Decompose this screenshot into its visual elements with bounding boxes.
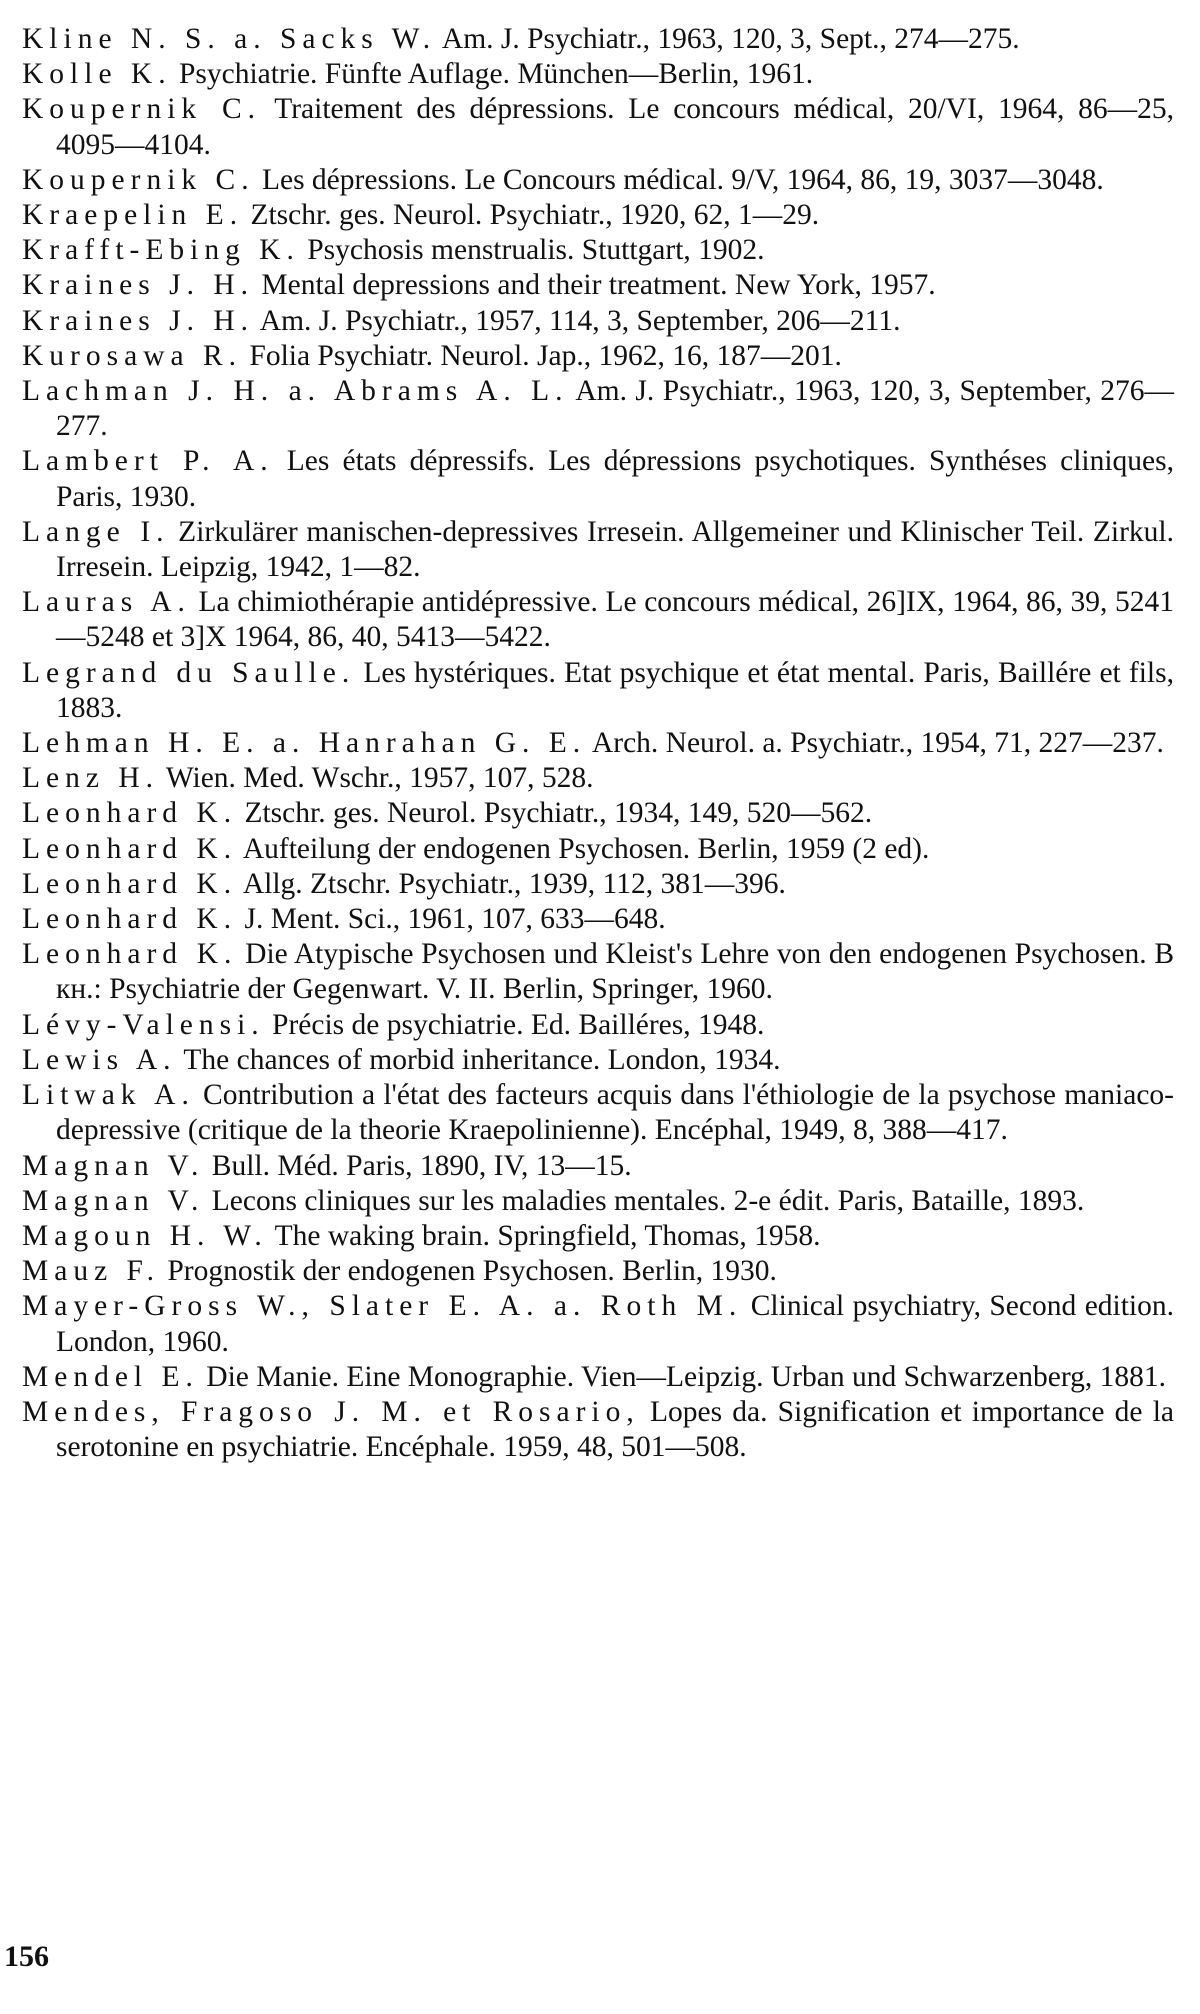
entry-author: Lachman J. H. a. Abrams A. L.	[22, 375, 569, 408]
entry-text: Prognostik der endogenen Psychosen. Berlin, 1930.	[159, 1255, 777, 1288]
entry-author: Magoun H. W.	[22, 1219, 268, 1252]
entry-text: Folia Psychiatr. Neurol. Jap., 1962, 16, 187—201.	[242, 339, 842, 372]
bibliography-entry	[22, 22, 1174, 57]
entry-author: Lehman H. E. a. Hanrahan G. E.	[22, 727, 587, 760]
entry-text: Ztschr. ges. Neurol. Psychiatr., 1934, 149, 520—562.	[237, 797, 873, 830]
entry-author: Leonhard K.	[22, 938, 238, 971]
entry-text: Clinical psychiatry, Second edition. London, 1960.	[56, 1290, 1174, 1358]
entry-text: Les hystériques. Etat psychique et état mental. Paris, Baillére et fils, 1883.	[56, 656, 1174, 724]
entry-text: Zirkulärer manischen-depressives Irresein. Allgemeiner und Klinischer Teil. Zirkul. Irresein. Leipzig, 1942, 1—82.	[56, 515, 1175, 584]
entry-author: Mendes, Fragoso J. M. et Rosario,	[22, 1395, 640, 1428]
entry-text: Aufteilung der endogenen Psychosen. Berlin, 1959 (2 ed).	[237, 832, 930, 865]
entry-text: Mental depressions and their treatment. New York, 1957.	[254, 269, 936, 302]
entry-author: Kolle K.	[22, 58, 172, 91]
entry-author: Lauras A.	[22, 586, 191, 619]
entry-author: Leonhard K.	[22, 832, 238, 865]
entry-text: Lecons cliniques sur les maladies mentales. 2-e édit. Paris, Bataille, 1893.	[204, 1184, 1085, 1217]
bibliography-entry	[22, 374, 1174, 444]
bibliography-entry	[22, 1360, 1174, 1395]
entry-author: Lenz H.	[22, 762, 160, 795]
bibliography-entry	[22, 761, 1174, 796]
bibliography-entry	[22, 1395, 1174, 1465]
entry-text: Ztschr. ges. Neurol. Psychiatr., 1920, 62, 1—29.	[243, 199, 820, 232]
bibliography-entry	[22, 92, 1174, 162]
entry-text: Les dépressions. Le Concours médical. 9/V, 1964, 86, 19, 3037—3048.	[254, 163, 1104, 196]
bibliography-entry	[22, 1184, 1174, 1219]
entry-text: Die Atypische Psychosen und Kleist's Lehre von den endogenen Psychosen. В кн.: Psychiatrie der Gegenwart. V. II. Berlin, Springer, 1960.	[56, 938, 1174, 1006]
entry-text: Arch. Neurol. a. Psychiatr., 1954, 71, 227—237.	[586, 727, 1164, 760]
entry-author: Leonhard K.	[22, 867, 238, 900]
bibliography-entry	[22, 304, 1174, 339]
entry-author: Mauz F.	[22, 1255, 160, 1288]
entry-text: J. Ment. Sci., 1961, 107, 633—648.	[237, 903, 666, 936]
bibliography-list	[22, 22, 1174, 1465]
entry-text: Wien. Med. Wschr., 1957, 107, 528.	[159, 762, 594, 795]
bibliography-entry	[22, 1043, 1174, 1078]
bibliography-entry	[22, 902, 1174, 937]
entry-author: Litwak A.	[22, 1079, 195, 1112]
entry-author: Lewis A.	[22, 1043, 177, 1076]
bibliography-entry	[22, 515, 1174, 585]
bibliography-entry	[22, 585, 1174, 655]
entry-author: Kurosawa R.	[22, 339, 243, 372]
bibliography-entry	[22, 198, 1174, 233]
entry-text: Traitement des dépressions. Le concours médical, 20/VI, 1964, 86—25, 4095—4104.	[56, 93, 1174, 161]
bibliography-entry	[22, 1254, 1174, 1289]
entry-author: Krafft-Ebing K.	[22, 234, 300, 267]
entry-author: Leonhard K.	[22, 903, 238, 936]
entry-author: Kraines J. H.	[22, 269, 255, 302]
bibliography-entry	[22, 233, 1174, 268]
entry-text: Précis de psychiatrie. Ed. Bailléres, 1948.	[264, 1008, 765, 1041]
entry-author: Mendel E.	[22, 1360, 199, 1393]
bibliography-entry	[22, 57, 1174, 92]
bibliography-entry	[22, 1289, 1174, 1359]
entry-author: Magnan V.	[22, 1149, 205, 1182]
entry-author: Legrand du Saulle.	[22, 656, 356, 689]
bibliography-entry	[22, 444, 1174, 514]
entry-text: The waking brain. Springfield, Thomas, 1958.	[267, 1219, 821, 1252]
entry-author: Kline N. S. a. Sacks W.	[22, 23, 437, 55]
entry-author: Koupernik C.	[22, 93, 261, 126]
bibliography-entry	[22, 796, 1174, 831]
bibliography-entry	[22, 937, 1174, 1007]
entry-text: Lopes da. Signification et importance de la serotonine en psychiatrie. Encéphale. 1959, 48, 501—508.	[56, 1395, 1174, 1464]
bibliography-entry	[22, 1149, 1174, 1184]
entry-text: Am. J. Psychiatr., 1957, 114, 3, September, 206—211.	[254, 304, 901, 337]
entry-text: Am. J. Psychiatr., 1963, 120, 3, September, 276—277.	[56, 375, 1174, 443]
entry-author: Kraines J. H.	[22, 304, 255, 337]
entry-text: Allg. Ztschr. Psychiatr., 1939, 112, 381—396.	[237, 867, 786, 900]
entry-text: La chimiothérapie antidépressive. Le concours médical, 26]IX, 1964, 86, 39, 5241—5248 et 3]X 1964, 86, 40, 5413—5422.	[56, 586, 1175, 654]
entry-text: Bull. Méd. Paris, 1890, IV, 13—15.	[204, 1149, 632, 1182]
bibliography-entry	[22, 268, 1174, 303]
bibliography-entry	[22, 163, 1174, 198]
entry-author: Magnan V.	[22, 1184, 205, 1217]
bibliography-entry	[22, 867, 1174, 902]
entry-text: Psychosis menstrualis. Stuttgart, 1902.	[299, 234, 765, 267]
entry-author: Koupernik C.	[22, 163, 255, 196]
entry-text: Die Manie. Eine Monographie. Vien—Leipzig. Urban und Schwarzenberg, 1881.	[198, 1360, 1166, 1393]
bibliography-entry	[22, 1219, 1174, 1254]
entry-author: Lévy-Valensi.	[22, 1008, 265, 1041]
entry-text: The chances of morbid inheritance. London, 1934.	[176, 1043, 781, 1076]
bibliography-entry	[22, 726, 1174, 761]
entry-text: Les états dépressifs. Les dépressions psychotiques. Synthéses cliniques, Paris, 1930.	[56, 445, 1174, 513]
entry-author: Mayer-Gross W., Slater E. A. a. Roth M.	[22, 1290, 743, 1323]
bibliography-entry	[22, 656, 1174, 726]
bibliography-entry	[22, 1008, 1174, 1043]
entry-author: Lambert P. A.	[22, 445, 274, 478]
entry-text: Contribution a l'état des facteurs acquis dans l'éthiologie de la psychose maniaco-depressive (critique de la theorie Kraepolinienne). Encéphal, 1949, 8, 388—417.	[56, 1079, 1174, 1147]
entry-text: Am. J. Psychiatr., 1963, 120, 3, Sept., 274—275.	[436, 23, 1020, 55]
entry-author: Kraepelin E.	[22, 199, 244, 232]
bibliography-entry	[22, 339, 1174, 374]
entry-author: Lange I.	[22, 515, 170, 548]
entry-author: Leonhard K.	[22, 797, 238, 830]
bibliography-entry	[22, 832, 1174, 867]
page-number: 156	[4, 1940, 49, 1973]
entry-text: Psychiatrie. Fünfte Auflage. München—Berlin, 1961.	[171, 58, 814, 91]
bibliography-entry	[22, 1078, 1174, 1148]
